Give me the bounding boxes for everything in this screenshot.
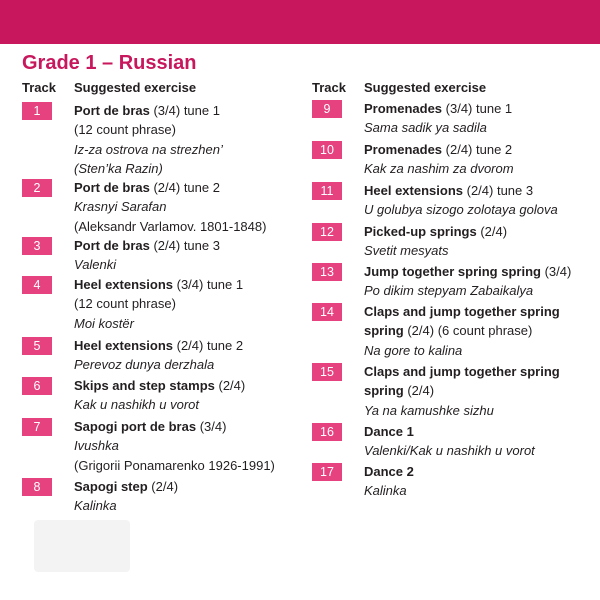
tune-title (364, 481, 414, 500)
exercise-name (364, 462, 414, 481)
exercise-lines (74, 477, 178, 516)
line-text: Po dikim stepyam Zabaikalya (364, 283, 534, 299)
line-text: Claps and jump together spring (364, 304, 560, 319)
line-text: Ya na kamushke sizhu (364, 402, 494, 418)
line-text: Dance 2 (364, 464, 414, 479)
tune-title (74, 395, 245, 414)
exercise-name (74, 178, 266, 197)
page-title: Grade 1 – Russian (22, 52, 197, 74)
header-band (0, 0, 600, 44)
time-signature: (3/4) (196, 419, 227, 434)
line-text: Kak za nashim za dvorom (364, 161, 514, 177)
tune-title (74, 197, 266, 216)
line-text: spring (364, 383, 404, 399)
line-text: Valenki/Kak u nashikh u vorot (364, 443, 535, 459)
track-number-badge: 16 (312, 423, 342, 441)
track-number-badge: 3 (22, 237, 52, 255)
line-text: (Sten’ka Razin) (74, 160, 163, 176)
time-signature: (2/4) tune 3 (463, 183, 534, 198)
exercise-lines (364, 99, 512, 138)
exercise-note (74, 217, 266, 236)
track-number-badge: 5 (22, 337, 52, 355)
line-text: Sapogi port de bras (74, 419, 197, 434)
exercise-note (74, 456, 275, 475)
exercise-note (74, 120, 223, 139)
exercise-name (364, 321, 560, 340)
exercise-name (74, 477, 178, 496)
tune-title (74, 355, 243, 374)
tune-title (74, 436, 275, 455)
tune-title (364, 241, 507, 260)
tune-title (74, 159, 223, 178)
track-number-badge: 2 (22, 179, 52, 197)
line-text: (12 count phrase) (74, 296, 176, 312)
exercise-lines (364, 140, 514, 179)
line-text: Promenades (364, 101, 443, 116)
exercise-name (364, 262, 571, 281)
line-text: Port de bras (74, 103, 150, 118)
line-text: Heel extensions (364, 183, 463, 198)
track-number-badge: 1 (22, 102, 52, 120)
tune-title (74, 140, 223, 159)
tune-title (364, 281, 571, 300)
exercise-note (74, 294, 243, 313)
line-text: Kak u nashikh u vorot (74, 397, 200, 413)
time-signature: (2/4) tune 2 (149, 180, 220, 195)
exercise-lines (364, 222, 507, 261)
exercise-name (364, 99, 512, 118)
exercise-name (364, 302, 560, 321)
line-text: Sama sadik ya sadila (364, 120, 487, 136)
track-number-badge: 17 (312, 463, 342, 481)
time-signature: (3/4) tune 1 (149, 103, 220, 118)
exercise-lines (364, 362, 560, 420)
time-signature: (2/4) (6 count phrase) (403, 323, 533, 339)
line-text: Ivushka (74, 438, 119, 454)
track-number-badge: 11 (312, 182, 342, 200)
line-text: U golubya sizogo zolotaya golova (364, 202, 558, 218)
line-text: Picked-up springs (364, 224, 477, 239)
line-text: Heel extensions (74, 338, 173, 353)
tune-title (364, 441, 535, 460)
track-number-badge: 12 (312, 223, 342, 241)
exercise-name (364, 422, 535, 441)
line-text: Svetit mesyats (364, 243, 449, 259)
exercise-name (74, 101, 223, 120)
exercise-name (364, 381, 560, 400)
exercise-lines (74, 275, 243, 333)
line-text: Sapogi step (74, 479, 148, 494)
exercise-name (364, 222, 507, 241)
line-text: (Grigorii Ponamarenko 1926-1991) (74, 457, 275, 473)
line-text: (Aleksandr Varlamov. 1801-1848) (74, 218, 267, 234)
line-text: Jump together spring spring (364, 264, 541, 279)
exercise-lines (74, 236, 220, 275)
exercise-lines (364, 262, 571, 301)
exercise-lines (74, 376, 245, 415)
exercise-lines (74, 101, 223, 178)
exercise-column-header-right: Suggested exercise (364, 80, 487, 95)
exercise-lines (74, 178, 266, 236)
line-text: Valenki (74, 257, 117, 273)
line-text: Kalinka (364, 483, 407, 499)
line-text: Port de bras (74, 180, 150, 195)
exercise-lines (364, 302, 560, 360)
time-signature: (2/4) tune 2 (173, 338, 244, 353)
tune-title (364, 159, 514, 178)
tune-title (74, 496, 178, 515)
time-signature: (2/4) (403, 383, 435, 399)
track-number-badge: 8 (22, 478, 52, 496)
tune-title (364, 118, 512, 137)
line-text: Kalinka (74, 498, 117, 514)
track-number-badge: 6 (22, 377, 52, 395)
tune-title (364, 341, 560, 360)
exercise-name (74, 417, 275, 436)
line-text: (12 count phrase) (74, 122, 176, 138)
exercise-name (74, 376, 245, 395)
time-signature: (3/4) (540, 264, 572, 279)
exercise-name (74, 275, 243, 294)
time-signature: (2/4) tune 2 (442, 142, 513, 157)
track-column-header-right: Track (312, 80, 346, 95)
line-text: Iz-za ostrova na strezhen’ (74, 141, 223, 157)
exercise-name (74, 336, 243, 355)
exercise-name (74, 236, 220, 255)
line-text: Moi kostër (74, 315, 134, 331)
exercise-name (364, 181, 558, 200)
time-signature: (3/4) tune 1 (442, 101, 513, 116)
tune-title (364, 401, 560, 420)
line-text: Claps and jump together spring (364, 364, 560, 379)
time-signature: (2/4) (214, 378, 246, 393)
tune-title (74, 314, 243, 333)
time-signature: (2/4) (476, 224, 508, 239)
exercise-name (364, 362, 560, 381)
track-number-badge: 14 (312, 303, 342, 321)
tune-title (364, 200, 558, 219)
line-text: Na gore to kalina (364, 342, 463, 358)
line-text: Port de bras (74, 238, 150, 253)
exercise-lines (364, 422, 535, 461)
track-column-header-left: Track (22, 80, 56, 95)
exercise-lines (364, 181, 558, 220)
line-text: Heel extensions (74, 277, 173, 292)
time-signature: (3/4) tune 1 (173, 277, 244, 292)
line-text: Skips and step stamps (74, 378, 215, 393)
background-figure (34, 520, 130, 572)
track-number-badge: 9 (312, 100, 342, 118)
exercise-lines (364, 462, 414, 501)
tune-title (74, 255, 220, 274)
time-signature: (2/4) tune 3 (149, 238, 220, 253)
line-text: Promenades (364, 142, 443, 157)
line-text: spring (364, 323, 404, 339)
time-signature: (2/4) (147, 479, 179, 494)
line-text: Dance 1 (364, 424, 414, 439)
exercise-lines (74, 417, 275, 475)
exercise-name (364, 140, 514, 159)
track-number-badge: 7 (22, 418, 52, 436)
track-number-badge: 10 (312, 141, 342, 159)
line-text: Krasnyi Sarafan (74, 199, 167, 215)
track-number-badge: 13 (312, 263, 342, 281)
track-number-badge: 15 (312, 363, 342, 381)
line-text: Perevoz dunya derzhala (74, 357, 215, 373)
exercise-lines (74, 336, 243, 375)
exercise-column-header-left: Suggested exercise (74, 80, 197, 95)
track-number-badge: 4 (22, 276, 52, 294)
